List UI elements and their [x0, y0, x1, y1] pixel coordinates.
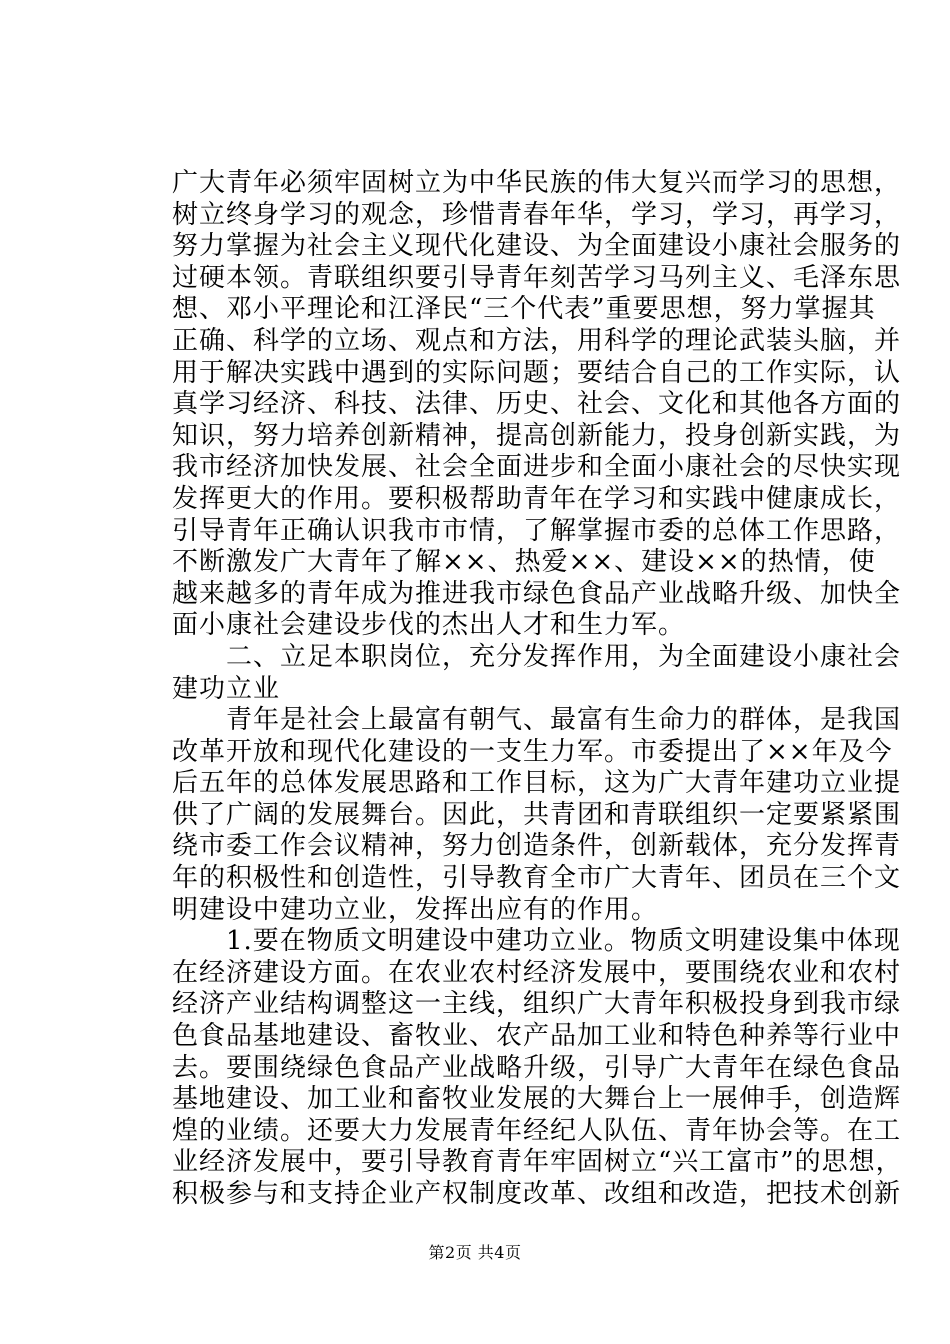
- text-line: 经济产业结构调整这一主线，组织广大青年积极投身到我市绿: [172, 989, 902, 1020]
- text-line: 发挥更大的作用。要积极帮助青年在学习和实践中健康成长，: [172, 483, 902, 514]
- text-line: 后五年的总体发展思路和工作目标，这为广大青年建功立业提: [172, 768, 902, 799]
- text-line: 改革开放和现代化建设的一支生力军。市委提出了××年及今: [172, 736, 893, 767]
- text-line: 不断激发广大青年了解××、热爱××、建设××的热情，使: [172, 547, 876, 578]
- text-line: 去。要围绕绿色食品产业战略升级，引导广大青年在绿色食品: [172, 1052, 902, 1083]
- text-line: 过硬本领。青联组织要引导青年刻苦学习马列主义、毛泽东思: [172, 262, 902, 293]
- text-line: 努力掌握为社会主义现代化建设、为全面建设小康社会服务的: [172, 231, 902, 262]
- section-heading: 二、立足本职岗位，充分发挥作用，为全面建设小康社会: [172, 641, 902, 672]
- document-body: [172, 168, 903, 1211]
- text-line: 正确、科学的立场、观点和方法，用科学的理论武装头脑，并: [172, 325, 902, 356]
- text-line: 我市经济加快发展、社会全面进步和全面小康社会的尽快实现: [172, 452, 902, 483]
- text-line: 积极参与和支持企业产权制度改革、改组和改造，把技术创新: [172, 1179, 902, 1209]
- text-line: 引导青年正确认识我市市情，了解掌握市委的总体工作思路，: [172, 515, 902, 546]
- text-line: 面小康社会建设步伐的杰出人才和生力军。: [172, 610, 686, 641]
- text-line: 煌的业绩。还要大力发展青年经纪人队伍、青年协会等。在工: [172, 1115, 902, 1146]
- text-line: 年的积极性和创造性，引导教育全市广大青年、团员在三个文: [172, 863, 902, 894]
- text-line: 业经济发展中，要引导教育青年牢固树立“兴工富市”的思想，: [172, 1147, 903, 1178]
- text-line: 绕市委工作会议精神，努力创造条件，创新载体，充分发挥青: [172, 831, 902, 862]
- section-heading-cont: 建功立业: [172, 673, 281, 704]
- text-line: 在经济建设方面。在农业农村经济发展中，要围绕农业和农村: [172, 957, 902, 988]
- text-line: 青年是社会上最富有朝气、最富有生命力的群体，是我国: [172, 705, 902, 736]
- text-line: 越来越多的青年成为推进我市绿色食品产业战略升级、加快全: [172, 578, 902, 609]
- text-line: 真学习经济、科技、法律、历史、社会、文化和其他各方面的: [172, 389, 902, 420]
- text-line: 知识，努力培养创新精神，提高创新能力，投身创新实践，为: [172, 420, 902, 451]
- text-line: 想、邓小平理论和江泽民“三个代表”重要思想，努力掌握其: [172, 294, 876, 325]
- text-line: 1.要在物质文明建设中建功立业。物质文明建设集中体现: [172, 926, 901, 957]
- text-line: 用于解决实践中遇到的实际问题；要结合自己的工作实际，认: [172, 357, 902, 388]
- text-line: 供了广阔的发展舞台。因此，共青团和青联组织一定要紧紧围: [172, 799, 902, 830]
- text-line: 树立终身学习的观念，珍惜青春年华，学习，学习，再学习，: [172, 199, 902, 230]
- text-line: 广大青年必须牢固树立为中华民族的伟大复兴而学习的思想，: [172, 168, 902, 198]
- text-line: 色食品基地建设、畜牧业、农产品加工业和特色种养等行业中: [172, 1021, 902, 1052]
- page-number-footer: 第2页 共4页: [428, 1243, 522, 1262]
- text-line: 明建设中建功立业，发挥出应有的作用。: [172, 894, 659, 925]
- text-line: 基地建设、加工业和畜牧业发展的大舞台上一展伸手，创造辉: [172, 1084, 902, 1115]
